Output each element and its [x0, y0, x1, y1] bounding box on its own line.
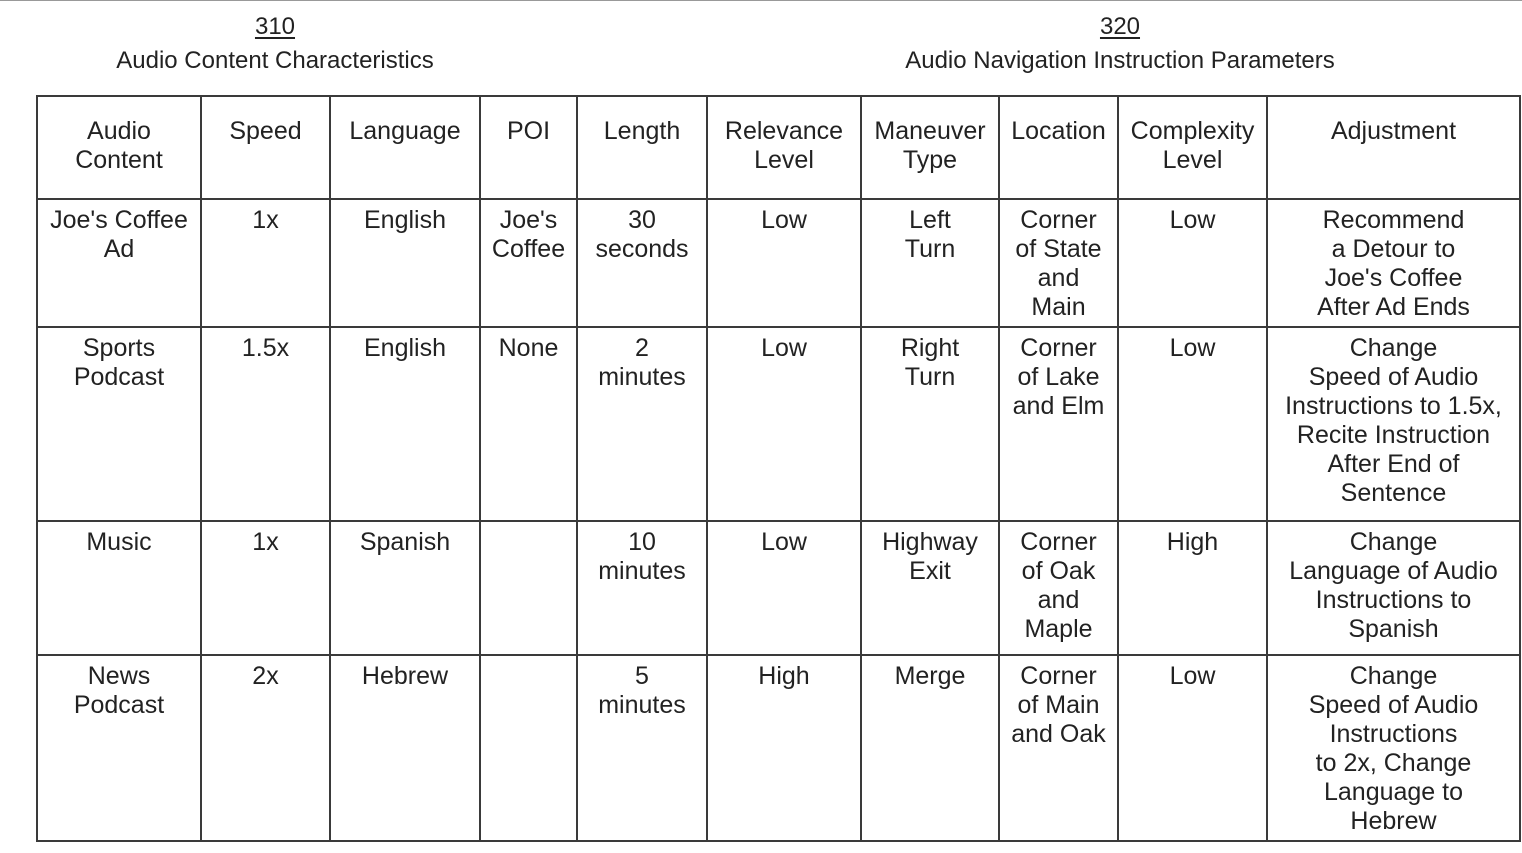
table-row [37, 199, 1520, 327]
table-row [37, 327, 1520, 521]
group-reference-number: 320 [1099, 13, 1141, 40]
cell-complexity-level: Low [1118, 655, 1267, 841]
group-reference-number: 310 [254, 13, 296, 40]
cell-adjustment: Change Speed of Audio Instructions to 2x, Change Language to Hebrew [1267, 655, 1520, 841]
table-row [37, 521, 1520, 655]
cell-audio-content: Joe's Coffee Ad [37, 199, 201, 327]
cell-audio-content: News Podcast [37, 655, 201, 841]
cell-location: Corner of State and Main [999, 199, 1118, 327]
column-header-poi: POI [480, 96, 577, 199]
cell-adjustment: Change Speed of Audio Instructions to 1.5x, Recite Instruction After End of Sentence [1267, 327, 1520, 521]
cell-maneuver-type: Merge [861, 655, 999, 841]
column-header-language: Language [330, 96, 480, 199]
cell-audio-content: Music [37, 521, 201, 655]
cell-maneuver-type: Left Turn [861, 199, 999, 327]
cell-language: English [330, 327, 480, 521]
cell-poi: Joe's Coffee [480, 199, 577, 327]
cell-location: Corner of Oak and Maple [999, 521, 1118, 655]
cell-maneuver-type: Right Turn [861, 327, 999, 521]
audio-parameters-table [36, 95, 1521, 842]
cell-length: 2 minutes [577, 327, 707, 521]
cell-speed: 1.5x [201, 327, 330, 521]
cell-speed: 1x [201, 521, 330, 655]
column-header-location: Location [999, 96, 1118, 199]
group-label-310 [60, 10, 490, 78]
cell-relevance-level: High [707, 655, 861, 841]
cell-speed: 2x [201, 655, 330, 841]
cell-complexity-level: High [1118, 521, 1267, 655]
column-header-audio-content: Audio Content [37, 96, 201, 199]
cell-location: Corner of Main and Oak [999, 655, 1118, 841]
cell-audio-content: Sports Podcast [37, 327, 201, 521]
cell-maneuver-type: Highway Exit [861, 521, 999, 655]
table-row [37, 655, 1520, 841]
top-border-line [0, 0, 1522, 1]
cell-complexity-level: Low [1118, 199, 1267, 327]
cell-relevance-level: Low [707, 327, 861, 521]
cell-length: 5 minutes [577, 655, 707, 841]
cell-relevance-level: Low [707, 521, 861, 655]
header-row [37, 96, 1520, 199]
cell-length: 10 minutes [577, 521, 707, 655]
cell-length: 30 seconds [577, 199, 707, 327]
cell-complexity-level: Low [1118, 327, 1267, 521]
column-header-relevance-level: Relevance Level [707, 96, 861, 199]
cell-location: Corner of Lake and Elm [999, 327, 1118, 521]
column-header-maneuver-type: Maneuver Type [861, 96, 999, 199]
cell-poi [480, 655, 577, 841]
group-title: Audio Navigation Instruction Parameters [905, 47, 1335, 74]
cell-adjustment: Change Language of Audio Instructions to Spanish [1267, 521, 1520, 655]
cell-adjustment: Recommend a Detour to Joe's Coffee After Ad Ends [1267, 199, 1520, 327]
column-header-adjustment: Adjustment [1267, 96, 1520, 199]
cell-language: Hebrew [330, 655, 480, 841]
cell-language: Spanish [330, 521, 480, 655]
cell-relevance-level: Low [707, 199, 861, 327]
group-label-320 [860, 10, 1380, 78]
cell-poi: None [480, 327, 577, 521]
cell-language: English [330, 199, 480, 327]
cell-poi [480, 521, 577, 655]
column-header-length: Length [577, 96, 707, 199]
group-title: Audio Content Characteristics [116, 47, 434, 74]
column-header-speed: Speed [201, 96, 330, 199]
cell-speed: 1x [201, 199, 330, 327]
column-header-complexity-level: Complexity Level [1118, 96, 1267, 199]
